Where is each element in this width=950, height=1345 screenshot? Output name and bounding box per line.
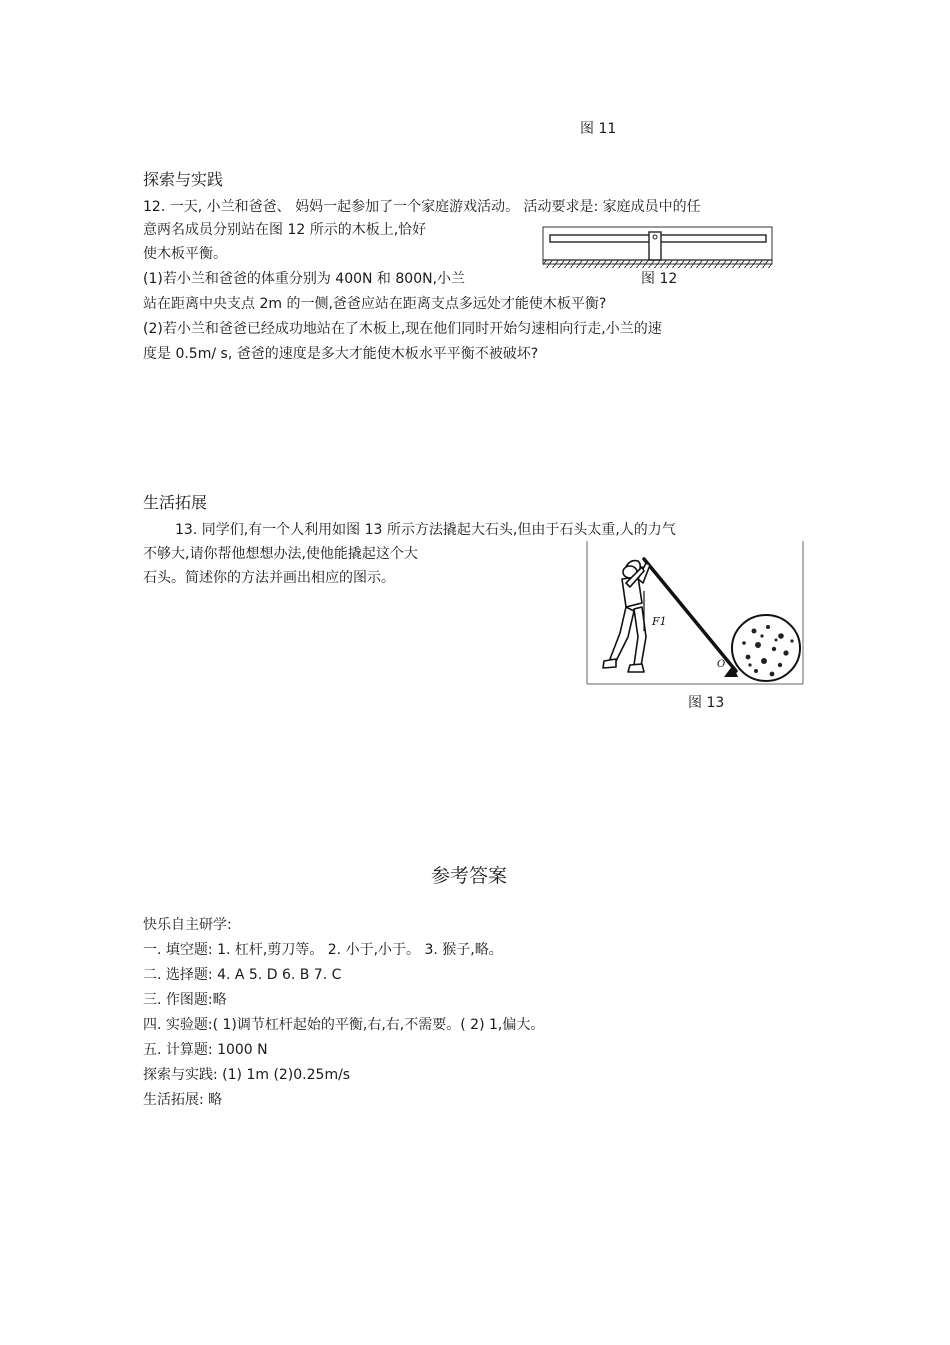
answer-line: 五. 计算题: 1000 N [143,1042,268,1058]
answers-title: 参考答案 [431,865,508,887]
figure-13-caption: 图 13 [688,695,725,711]
answer-line: 四. 实验题:( 1)调节杠杆起始的平衡,右,右,不需要。( 2) 1,偏大。 [143,1017,545,1033]
answer-line: 三. 作图题:略 [143,992,227,1008]
section-heading-explore: 探索与实践 [143,170,224,189]
big-rock-icon [732,615,800,681]
question-12-sub-1-line-1: (1)若小兰和爸爸的体重分别为 400N 和 800N,小兰 [143,271,466,287]
question-12-line-3: 使木板平衡。 [143,246,227,262]
question-13-line-3: 石头。简述你的方法并画出相应的图示。 [143,570,395,586]
question-12-sub-1-line-2: 站在距离中央支点 2m 的一侧,爸爸应站在距离支点多远处才能使木板平衡? [143,296,607,312]
question-12-line-2: 意两名成员分别站在图 12 所示的木板上,恰好 [143,222,427,238]
question-13-line-1: 13. 同学们,有一个人利用如图 13 所示方法撬起大石头,但由于石头太重,人的力气 [175,522,676,538]
pivot-label: O [717,659,726,670]
question-13-line-2: 不够大,请你帮他想想办法,使他能撬起这个大 [143,546,418,562]
section-heading-life: 生活拓展 [143,493,208,512]
answer-line: 探索与实践: (1) 1m (2)0.25m/s [143,1067,351,1083]
force-label: F1 [652,615,667,628]
answer-line: 一. 填空题: 1. 杠杆,剪刀等。 2. 小于,小于。 3. 猴子,略。 [143,942,503,958]
ground-hatching [543,260,772,268]
pivot-support [649,232,661,260]
answer-line: 二. 选择题: 4. A 5. D 6. B 7. C [143,967,342,983]
question-12-line-1: 12. 一天, 小兰和爸爸、 妈妈一起参加了一个家庭游戏活动。 活动要求是: 家庭成员中的任 [143,199,701,215]
figure-13-lever-diagram [586,541,804,685]
question-12-sub-2-line-1: (2)若小兰和爸爸已经成功地站在了木板上,现在他们同时开始匀速相向行走,小兰的速 [143,321,662,337]
figure-11-caption: 图 11 [580,121,617,137]
answer-line: 快乐自主研学: [143,917,232,933]
figure-12-seesaw-diagram [542,226,774,270]
figure-12-caption: 图 12 [641,271,678,287]
answer-line: 生活拓展: 略 [143,1092,223,1108]
question-12-sub-2-line-2: 度是 0.5m/ s, 爸爸的速度是多大才能使木板水平平衡不被破坏? [143,346,539,362]
person-icon [603,561,650,672]
